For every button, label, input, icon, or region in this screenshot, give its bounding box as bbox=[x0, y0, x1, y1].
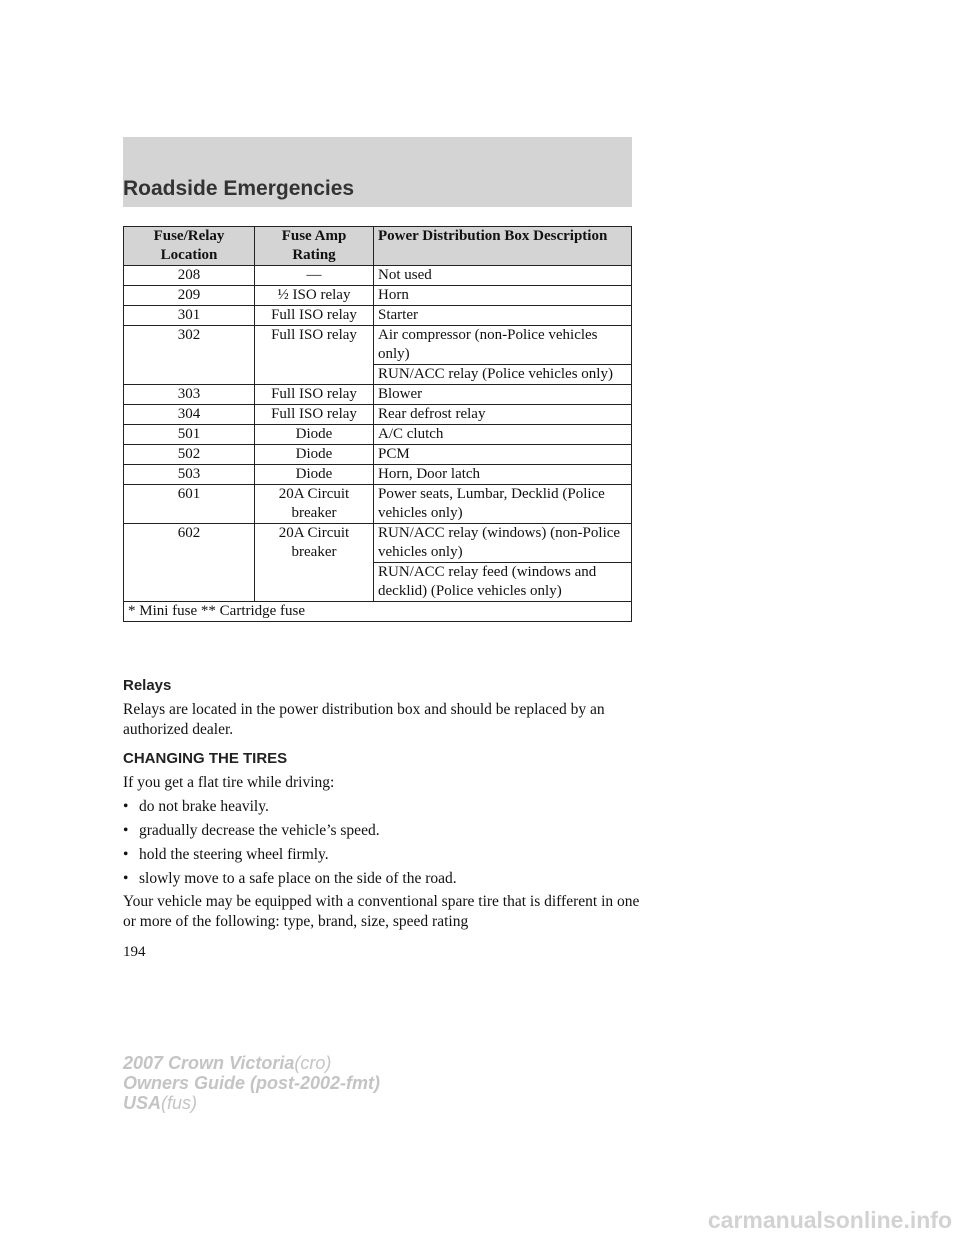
table-row bbox=[124, 266, 632, 286]
footer-model-code: (cro) bbox=[294, 1053, 332, 1073]
header-location: Fuse/Relay Location bbox=[124, 227, 255, 266]
table-row bbox=[124, 306, 632, 326]
cell-location: 602 bbox=[124, 524, 255, 602]
table-row bbox=[124, 465, 632, 485]
bullet-icon: • bbox=[123, 870, 129, 887]
table-row bbox=[124, 286, 632, 306]
section-title: Roadside Emergencies bbox=[123, 177, 355, 200]
cell-location: 501 bbox=[124, 425, 255, 445]
cell-description: PCM bbox=[374, 445, 632, 465]
table-header-row bbox=[124, 227, 632, 266]
cell-amp-rating: Diode bbox=[255, 465, 374, 485]
relays-text: Relays are located in the power distribution box and should be replaced by an authorized dealer. bbox=[123, 701, 605, 738]
cell-description: RUN/ACC relay (Police vehicles only) bbox=[374, 365, 632, 385]
cell-description: Horn, Door latch bbox=[374, 465, 632, 485]
table-row bbox=[124, 445, 632, 465]
table-row bbox=[124, 326, 632, 365]
bullet-icon: • bbox=[123, 846, 129, 863]
header-amp-rating: Fuse Amp Rating bbox=[255, 227, 374, 266]
relays-heading: Relays bbox=[123, 677, 172, 694]
cell-location: 208 bbox=[124, 266, 255, 286]
cell-amp-rating: Diode bbox=[255, 425, 374, 445]
table-body bbox=[124, 266, 632, 622]
table-footnote-row bbox=[124, 602, 632, 622]
cell-description: Air compressor (non-Police vehicles only) bbox=[374, 326, 632, 365]
cell-amp-rating: Full ISO relay bbox=[255, 326, 374, 385]
cell-description: RUN/ACC relay (windows) (non-Police vehicles only) bbox=[374, 524, 632, 563]
list-item: • hold the steering wheel firmly. bbox=[123, 846, 329, 863]
cell-description: A/C clutch bbox=[374, 425, 632, 445]
cell-description: Horn bbox=[374, 286, 632, 306]
cell-amp-rating: 20A Circuit breaker bbox=[255, 524, 374, 602]
cell-location: 301 bbox=[124, 306, 255, 326]
footer-model: 2007 Crown Victoria bbox=[123, 1053, 295, 1073]
cell-description: Starter bbox=[374, 306, 632, 326]
cell-location: 502 bbox=[124, 445, 255, 465]
table-footnote: * Mini fuse ** Cartridge fuse bbox=[124, 602, 632, 622]
cell-description: Not used bbox=[374, 266, 632, 286]
table-row bbox=[124, 425, 632, 445]
cell-description: Rear defrost relay bbox=[374, 405, 632, 425]
list-item: • slowly move to a safe place on the side of the road. bbox=[123, 870, 457, 887]
table-row bbox=[124, 485, 632, 524]
table-row bbox=[124, 385, 632, 405]
cell-amp-rating: Full ISO relay bbox=[255, 405, 374, 425]
cell-location: 601 bbox=[124, 485, 255, 524]
table-row bbox=[124, 405, 632, 425]
cell-description: Power seats, Lumbar, Decklid (Police vehicles only) bbox=[374, 485, 632, 524]
list-item: • gradually decrease the vehicle’s speed. bbox=[123, 822, 380, 839]
page-number: 194 bbox=[123, 944, 146, 960]
footer-guide: Owners Guide (post-2002-fmt) bbox=[123, 1073, 381, 1093]
cell-description: Blower bbox=[374, 385, 632, 405]
cell-amp-rating: 20A Circuit breaker bbox=[255, 485, 374, 524]
fuse-table bbox=[123, 226, 632, 622]
cell-amp-rating: Full ISO relay bbox=[255, 385, 374, 405]
cell-location: 302 bbox=[124, 326, 255, 385]
cell-location: 209 bbox=[124, 286, 255, 306]
table-row bbox=[124, 524, 632, 563]
bullet-icon: • bbox=[123, 822, 129, 839]
cell-location: 503 bbox=[124, 465, 255, 485]
tires-heading: CHANGING THE TIRES bbox=[123, 750, 288, 767]
footer-market: USA bbox=[123, 1093, 162, 1113]
cell-amp-rating: Full ISO relay bbox=[255, 306, 374, 326]
cell-location: 304 bbox=[124, 405, 255, 425]
watermark-link[interactable]: carmanualsonline.info bbox=[707, 1207, 952, 1233]
cell-amp-rating: Diode bbox=[255, 445, 374, 465]
cell-amp-rating: ½ ISO relay bbox=[255, 286, 374, 306]
list-item: • do not brake heavily. bbox=[123, 798, 269, 815]
bullet-icon: • bbox=[123, 798, 129, 815]
cell-location: 303 bbox=[124, 385, 255, 405]
cell-description: RUN/ACC relay feed (windows and decklid) (Police vehicles only) bbox=[374, 563, 632, 602]
cell-amp-rating: — bbox=[255, 266, 374, 286]
header-description: Power Distribution Box Description bbox=[374, 227, 632, 266]
tires-intro: If you get a flat tire while driving: bbox=[123, 774, 335, 791]
document-footer bbox=[123, 1053, 380, 1113]
tires-paragraph: Your vehicle may be equipped with a conventional spare tire that is different in one or more of the following: type, brand, size, speed rating bbox=[123, 893, 640, 930]
footer-market-code: (fus) bbox=[161, 1093, 198, 1113]
